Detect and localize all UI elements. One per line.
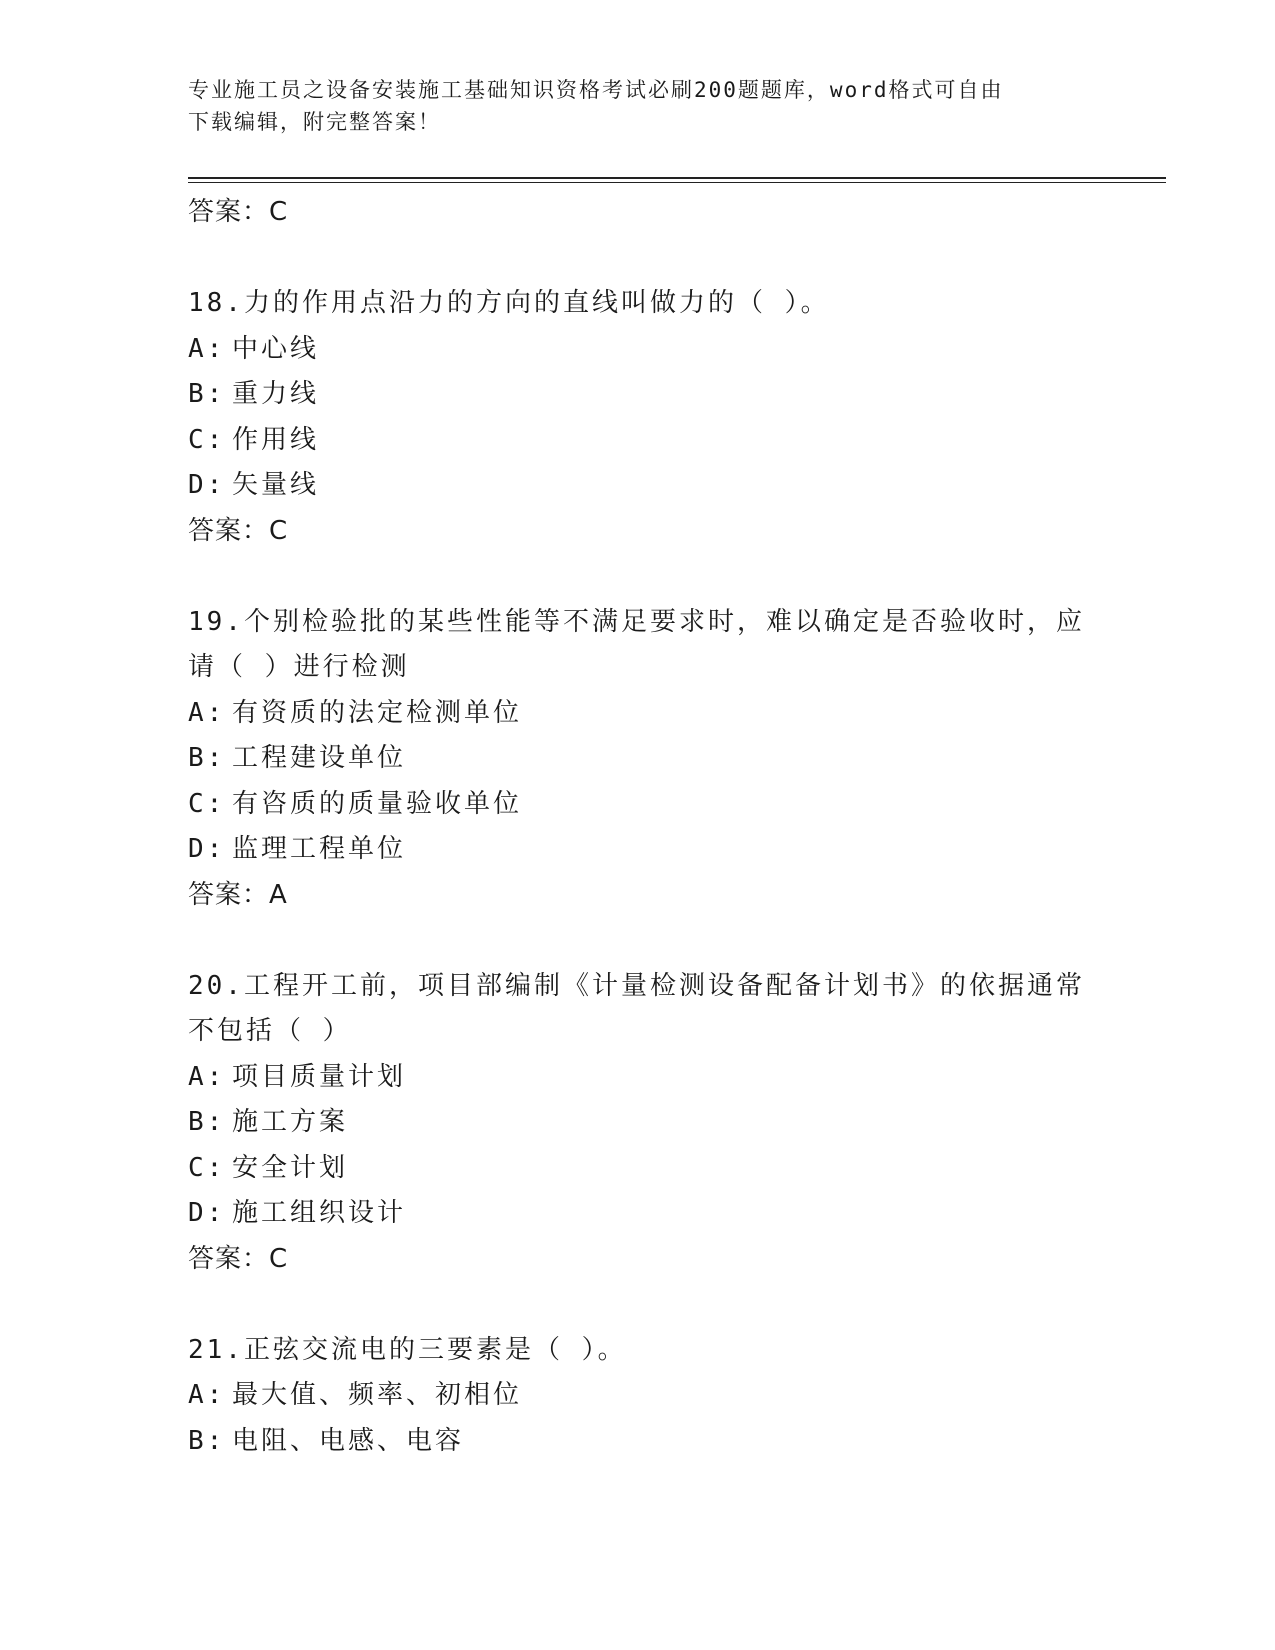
question-stem: 19.个别检验批的某些性能等不满足要求时，难以确定是否验收时，应 bbox=[188, 606, 1085, 637]
option-text: 有咨质的质量验收单位 bbox=[232, 788, 523, 819]
option-text: 矢量线 bbox=[232, 470, 320, 500]
answer-line: 答案：C bbox=[188, 1243, 289, 1274]
option-item bbox=[188, 782, 1088, 828]
option-item bbox=[188, 1055, 1088, 1101]
option-key: B: bbox=[188, 1425, 226, 1456]
question-stem-continued: 请（ ）进行检测 bbox=[188, 652, 410, 682]
option-text: 最大值、频率、初相位 bbox=[232, 1380, 523, 1410]
option-key: B: bbox=[188, 379, 226, 409]
question-stem: 20.工程开工前，项目部编制《计量检测设备配备计划书》的依据通常 bbox=[188, 970, 1085, 1001]
option-text: 作用线 bbox=[232, 424, 320, 455]
option-item bbox=[188, 1419, 1088, 1465]
question-block bbox=[188, 600, 1088, 919]
option-item bbox=[188, 463, 1088, 509]
header-line-2: 下载编辑，附完整答案！ bbox=[188, 110, 441, 134]
option-key: D: bbox=[188, 470, 226, 500]
option-item bbox=[188, 1373, 1088, 1419]
option-text: 项目质量计划 bbox=[232, 1061, 407, 1092]
question-block bbox=[188, 964, 1088, 1283]
option-text: 电阻、电感、电容 bbox=[232, 1425, 465, 1456]
spacer bbox=[188, 918, 1088, 964]
option-key: C: bbox=[188, 424, 226, 455]
option-text: 安全计划 bbox=[232, 1152, 349, 1183]
question-stem: 18.力的作用点沿力的方向的直线叫做力的（ ）。 bbox=[188, 288, 830, 318]
option-item bbox=[188, 372, 1088, 418]
option-key: D: bbox=[188, 834, 226, 864]
option-key: A: bbox=[188, 333, 226, 364]
option-item bbox=[188, 1191, 1088, 1237]
option-key: B: bbox=[188, 1107, 226, 1137]
spacer bbox=[188, 236, 1088, 282]
option-text: 中心线 bbox=[232, 333, 320, 364]
header-rule-thin bbox=[188, 182, 1166, 183]
header-rule-thick bbox=[188, 177, 1166, 179]
option-key: C: bbox=[188, 1152, 226, 1183]
option-key: C: bbox=[188, 788, 226, 819]
spacer bbox=[188, 554, 1088, 600]
option-item bbox=[188, 418, 1088, 464]
question-stem-continued: 不包括（ ） bbox=[188, 1016, 352, 1046]
question-block bbox=[188, 1328, 1088, 1465]
header-line-1: 专业施工员之设备安装施工基础知识资格考试必刷200题题库，word格式可自由 bbox=[188, 78, 1004, 102]
option-key: A: bbox=[188, 1380, 226, 1410]
option-item bbox=[188, 736, 1088, 782]
option-item bbox=[188, 1100, 1088, 1146]
option-item bbox=[188, 327, 1088, 373]
option-text: 有资质的法定检测单位 bbox=[232, 697, 523, 728]
answer-line: 答案：A bbox=[188, 879, 288, 910]
question-block bbox=[188, 281, 1088, 554]
option-key: A: bbox=[188, 1061, 226, 1092]
option-text: 施工方案 bbox=[232, 1107, 349, 1137]
document-header bbox=[188, 74, 1068, 138]
option-item bbox=[188, 827, 1088, 873]
question-stem: 21.正弦交流电的三要素是（ ）。 bbox=[188, 1334, 627, 1365]
option-key: D: bbox=[188, 1198, 226, 1228]
option-text: 工程建设单位 bbox=[232, 743, 407, 773]
option-item bbox=[188, 1146, 1088, 1192]
option-text: 施工组织设计 bbox=[232, 1198, 407, 1228]
spacer bbox=[188, 1282, 1088, 1328]
option-item bbox=[188, 691, 1088, 737]
document-body bbox=[188, 190, 1088, 1464]
option-key: A: bbox=[188, 697, 226, 728]
option-text: 重力线 bbox=[232, 379, 320, 409]
answer-line: 答案：C bbox=[188, 515, 289, 546]
previous-answer: 答案：C bbox=[188, 197, 289, 227]
option-text: 监理工程单位 bbox=[232, 834, 407, 864]
option-key: B: bbox=[188, 743, 226, 773]
